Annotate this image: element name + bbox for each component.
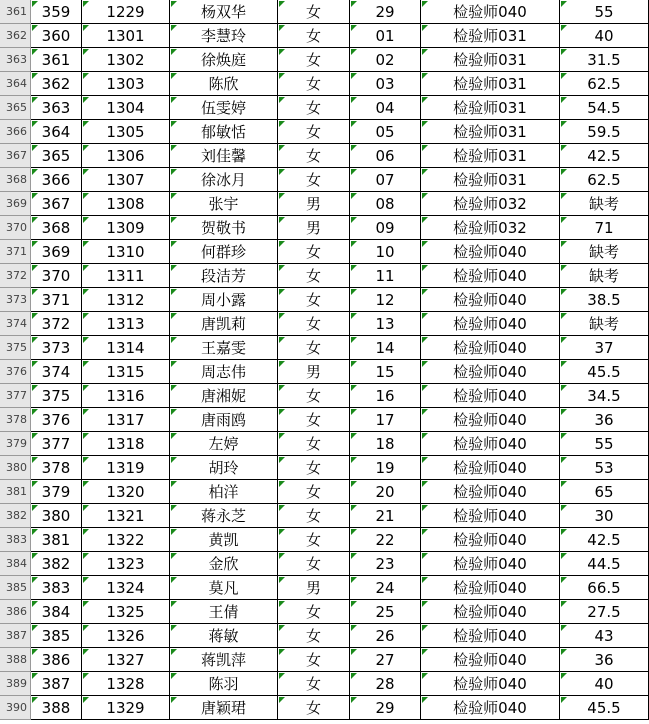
cell-name[interactable]: 蒋凯萍 [170, 648, 278, 672]
cell-gender[interactable]: 女 [278, 312, 350, 336]
cell-gender[interactable]: 男 [278, 360, 350, 384]
cell-exam-id[interactable]: 1317 [82, 408, 170, 432]
table-row [0, 72, 649, 96]
cell-name[interactable]: 伍雯婷 [170, 96, 278, 120]
table-row [0, 96, 649, 120]
cell-index[interactable]: 386 [31, 648, 82, 672]
table-row [0, 0, 649, 24]
cell-name[interactable]: 唐雨鸥 [170, 408, 278, 432]
cell-score[interactable]: 54.5 [560, 96, 649, 120]
cell-exam-id[interactable]: 1312 [82, 288, 170, 312]
cell-gender[interactable]: 男 [278, 216, 350, 240]
cell-seat[interactable]: 26 [350, 624, 421, 648]
cell-index[interactable]: 365 [31, 144, 82, 168]
cell-score[interactable]: 45.5 [560, 696, 649, 720]
cell-exam-id[interactable]: 1301 [82, 24, 170, 48]
cell-gender[interactable]: 女 [278, 552, 350, 576]
cell-room[interactable]: 检验师040 [421, 456, 560, 480]
cell-exam-id[interactable]: 1309 [82, 216, 170, 240]
cell-name[interactable]: 张宇 [170, 192, 278, 216]
row-header[interactable]: 389 [0, 672, 31, 696]
cell-index[interactable]: 383 [31, 576, 82, 600]
cell-room[interactable]: 检验师031 [421, 168, 560, 192]
cell-seat[interactable]: 28 [350, 672, 421, 696]
cell-gender[interactable]: 女 [278, 456, 350, 480]
cell-index[interactable]: 368 [31, 216, 82, 240]
row-header[interactable]: 382 [0, 504, 31, 528]
row-header[interactable]: 363 [0, 48, 31, 72]
cell-index[interactable]: 374 [31, 360, 82, 384]
cell-name[interactable]: 段洁芳 [170, 264, 278, 288]
cell-score[interactable]: 27.5 [560, 600, 649, 624]
cell-score[interactable]: 缺考 [560, 240, 649, 264]
table-row [0, 336, 649, 360]
table-row [0, 120, 649, 144]
cell-gender[interactable]: 女 [278, 648, 350, 672]
cell-exam-id[interactable]: 1319 [82, 456, 170, 480]
row-header[interactable]: 383 [0, 528, 31, 552]
table-row [0, 192, 649, 216]
cell-seat[interactable]: 14 [350, 336, 421, 360]
cell-score[interactable]: 45.5 [560, 360, 649, 384]
table-row [0, 456, 649, 480]
table-row [0, 576, 649, 600]
cell-score[interactable]: 43 [560, 624, 649, 648]
cell-index[interactable]: 387 [31, 672, 82, 696]
cell-index[interactable]: 378 [31, 456, 82, 480]
row-header[interactable]: 369 [0, 192, 31, 216]
cell-room[interactable]: 检验师031 [421, 48, 560, 72]
cell-exam-id[interactable]: 1315 [82, 360, 170, 384]
cell-exam-id[interactable]: 1305 [82, 120, 170, 144]
row-header[interactable]: 365 [0, 96, 31, 120]
cell-room[interactable]: 检验师031 [421, 72, 560, 96]
cell-room[interactable]: 检验师040 [421, 264, 560, 288]
row-header[interactable]: 362 [0, 24, 31, 48]
cell-seat[interactable]: 15 [350, 360, 421, 384]
table-row [0, 24, 649, 48]
cell-seat[interactable]: 04 [350, 96, 421, 120]
table-row [0, 648, 649, 672]
cell-score[interactable]: 65 [560, 480, 649, 504]
cell-room[interactable]: 检验师040 [421, 600, 560, 624]
table-row [0, 360, 649, 384]
cell-gender[interactable]: 女 [278, 240, 350, 264]
cell-score[interactable]: 36 [560, 648, 649, 672]
table-row [0, 48, 649, 72]
cell-room[interactable]: 检验师031 [421, 24, 560, 48]
row-header[interactable]: 370 [0, 216, 31, 240]
cell-room[interactable]: 检验师032 [421, 192, 560, 216]
cell-score[interactable]: 40 [560, 672, 649, 696]
cell-seat[interactable]: 09 [350, 216, 421, 240]
row-header[interactable]: 361 [0, 0, 31, 24]
cell-room[interactable]: 检验师040 [421, 552, 560, 576]
row-header[interactable]: 379 [0, 432, 31, 456]
cell-name[interactable]: 柏洋 [170, 480, 278, 504]
table-row [0, 504, 649, 528]
cell-index[interactable]: 372 [31, 312, 82, 336]
cell-name[interactable]: 郁敏恬 [170, 120, 278, 144]
cell-name[interactable]: 徐焕庭 [170, 48, 278, 72]
cell-gender[interactable]: 女 [278, 96, 350, 120]
row-header[interactable]: 384 [0, 552, 31, 576]
cell-gender[interactable]: 女 [278, 288, 350, 312]
cell-gender[interactable]: 女 [278, 624, 350, 648]
cell-exam-id[interactable]: 1314 [82, 336, 170, 360]
cell-room[interactable]: 检验师031 [421, 96, 560, 120]
row-header[interactable]: 385 [0, 576, 31, 600]
cell-index[interactable]: 380 [31, 504, 82, 528]
cell-name[interactable]: 陈欣 [170, 72, 278, 96]
cell-seat[interactable]: 03 [350, 72, 421, 96]
cell-gender[interactable]: 女 [278, 504, 350, 528]
cell-index[interactable]: 371 [31, 288, 82, 312]
row-header[interactable]: 380 [0, 456, 31, 480]
cell-name[interactable]: 王嘉雯 [170, 336, 278, 360]
cell-room[interactable]: 检验师040 [421, 360, 560, 384]
cell-exam-id[interactable]: 1321 [82, 504, 170, 528]
cell-index[interactable]: 367 [31, 192, 82, 216]
cell-name[interactable]: 唐湘妮 [170, 384, 278, 408]
cell-index[interactable]: 377 [31, 432, 82, 456]
cell-seat[interactable]: 29 [350, 696, 421, 720]
cell-exam-id[interactable]: 1316 [82, 384, 170, 408]
cell-gender[interactable]: 男 [278, 576, 350, 600]
table-row [0, 384, 649, 408]
cell-seat[interactable]: 21 [350, 504, 421, 528]
row-header[interactable]: 366 [0, 120, 31, 144]
cell-exam-id[interactable]: 1329 [82, 696, 170, 720]
cell-exam-id[interactable]: 1307 [82, 168, 170, 192]
cell-seat[interactable]: 01 [350, 24, 421, 48]
cell-exam-id[interactable]: 1326 [82, 624, 170, 648]
cell-seat[interactable]: 27 [350, 648, 421, 672]
cell-score[interactable]: 36 [560, 408, 649, 432]
cell-score[interactable]: 缺考 [560, 264, 649, 288]
table-row [0, 480, 649, 504]
cell-room[interactable]: 检验师040 [421, 0, 560, 24]
cell-room[interactable]: 检验师040 [421, 672, 560, 696]
cell-exam-id[interactable]: 1303 [82, 72, 170, 96]
cell-room[interactable]: 检验师040 [421, 648, 560, 672]
row-header[interactable]: 378 [0, 408, 31, 432]
cell-room[interactable]: 检验师040 [421, 408, 560, 432]
row-header[interactable]: 368 [0, 168, 31, 192]
table-row [0, 240, 649, 264]
cell-seat[interactable]: 19 [350, 456, 421, 480]
cell-room[interactable]: 检验师040 [421, 432, 560, 456]
cell-room[interactable]: 检验师040 [421, 480, 560, 504]
cell-seat[interactable]: 05 [350, 120, 421, 144]
cell-seat[interactable]: 18 [350, 432, 421, 456]
cell-name[interactable]: 周志伟 [170, 360, 278, 384]
cell-exam-id[interactable]: 1327 [82, 648, 170, 672]
cell-name[interactable]: 杨双华 [170, 0, 278, 24]
cell-index[interactable]: 359 [31, 0, 82, 24]
cell-name[interactable]: 黄凯 [170, 528, 278, 552]
row-header[interactable]: 364 [0, 72, 31, 96]
cell-name[interactable]: 蒋永芝 [170, 504, 278, 528]
cell-room[interactable]: 检验师032 [421, 216, 560, 240]
cell-gender[interactable]: 女 [278, 384, 350, 408]
row-header[interactable]: 390 [0, 696, 31, 720]
cell-index[interactable]: 360 [31, 24, 82, 48]
table-row [0, 432, 649, 456]
table-row [0, 168, 649, 192]
table-row [0, 264, 649, 288]
cell-gender[interactable]: 女 [278, 480, 350, 504]
row-header[interactable]: 375 [0, 336, 31, 360]
cell-seat[interactable]: 16 [350, 384, 421, 408]
table-row [0, 288, 649, 312]
cell-room[interactable]: 检验师040 [421, 696, 560, 720]
cell-room[interactable]: 检验师040 [421, 528, 560, 552]
cell-room[interactable]: 检验师031 [421, 120, 560, 144]
cell-score[interactable]: 缺考 [560, 192, 649, 216]
cell-name[interactable]: 蒋敏 [170, 624, 278, 648]
cell-index[interactable]: 364 [31, 120, 82, 144]
cell-score[interactable]: 缺考 [560, 312, 649, 336]
cell-name[interactable]: 周小露 [170, 288, 278, 312]
table-row [0, 408, 649, 432]
cell-gender[interactable]: 女 [278, 600, 350, 624]
cell-index[interactable]: 381 [31, 528, 82, 552]
cell-index[interactable]: 373 [31, 336, 82, 360]
cell-seat[interactable]: 11 [350, 264, 421, 288]
cell-room[interactable]: 检验师040 [421, 384, 560, 408]
cell-score[interactable]: 30 [560, 504, 649, 528]
cell-score[interactable]: 31.5 [560, 48, 649, 72]
cell-score[interactable]: 40 [560, 24, 649, 48]
cell-seat[interactable]: 06 [350, 144, 421, 168]
cell-room[interactable]: 检验师040 [421, 240, 560, 264]
cell-index[interactable]: 362 [31, 72, 82, 96]
cell-index[interactable]: 370 [31, 264, 82, 288]
cell-gender[interactable]: 女 [278, 120, 350, 144]
cell-gender[interactable]: 女 [278, 432, 350, 456]
cell-gender[interactable]: 女 [278, 144, 350, 168]
cell-score[interactable]: 71 [560, 216, 649, 240]
cell-name[interactable]: 金欣 [170, 552, 278, 576]
table-row [0, 672, 649, 696]
cell-exam-id[interactable]: 1323 [82, 552, 170, 576]
row-header[interactable]: 376 [0, 360, 31, 384]
cell-gender[interactable]: 女 [278, 0, 350, 24]
cell-score[interactable]: 62.5 [560, 72, 649, 96]
cell-exam-id[interactable]: 1318 [82, 432, 170, 456]
cell-score[interactable]: 42.5 [560, 528, 649, 552]
cell-score[interactable]: 37 [560, 336, 649, 360]
cell-score[interactable]: 59.5 [560, 120, 649, 144]
cell-index[interactable]: 369 [31, 240, 82, 264]
cell-name[interactable]: 莫凡 [170, 576, 278, 600]
cell-seat[interactable]: 20 [350, 480, 421, 504]
row-header[interactable]: 377 [0, 384, 31, 408]
cell-score[interactable]: 53 [560, 456, 649, 480]
cell-exam-id[interactable]: 1229 [82, 0, 170, 24]
cell-exam-id[interactable]: 1320 [82, 480, 170, 504]
cell-exam-id[interactable]: 1313 [82, 312, 170, 336]
cell-name[interactable]: 刘佳馨 [170, 144, 278, 168]
cell-name[interactable]: 胡玲 [170, 456, 278, 480]
cell-exam-id[interactable]: 1306 [82, 144, 170, 168]
cell-index[interactable]: 379 [31, 480, 82, 504]
cell-index[interactable]: 384 [31, 600, 82, 624]
cell-score[interactable]: 55 [560, 0, 649, 24]
row-header[interactable]: 387 [0, 624, 31, 648]
cell-seat[interactable]: 24 [350, 576, 421, 600]
cell-name[interactable]: 唐颖珺 [170, 696, 278, 720]
table-row [0, 600, 649, 624]
table-row [0, 216, 649, 240]
cell-exam-id[interactable]: 1310 [82, 240, 170, 264]
cell-index[interactable]: 375 [31, 384, 82, 408]
cell-index[interactable]: 382 [31, 552, 82, 576]
cell-seat[interactable]: 17 [350, 408, 421, 432]
cell-room[interactable]: 检验师031 [421, 144, 560, 168]
cell-score[interactable]: 62.5 [560, 168, 649, 192]
cell-seat[interactable]: 02 [350, 48, 421, 72]
cell-gender[interactable]: 女 [278, 72, 350, 96]
cell-name[interactable]: 何群珍 [170, 240, 278, 264]
cell-score[interactable]: 34.5 [560, 384, 649, 408]
cell-name[interactable]: 左婷 [170, 432, 278, 456]
cell-room[interactable]: 检验师040 [421, 312, 560, 336]
row-header[interactable]: 388 [0, 648, 31, 672]
cell-room[interactable]: 检验师040 [421, 624, 560, 648]
cell-exam-id[interactable]: 1302 [82, 48, 170, 72]
table-row [0, 624, 649, 648]
row-header[interactable]: 367 [0, 144, 31, 168]
cell-index[interactable]: 363 [31, 96, 82, 120]
cell-gender[interactable]: 男 [278, 192, 350, 216]
row-header[interactable]: 374 [0, 312, 31, 336]
cell-seat[interactable]: 07 [350, 168, 421, 192]
cell-index[interactable]: 388 [31, 696, 82, 720]
cell-index[interactable]: 361 [31, 48, 82, 72]
cell-score[interactable]: 66.5 [560, 576, 649, 600]
cell-index[interactable]: 385 [31, 624, 82, 648]
cell-gender[interactable]: 女 [278, 48, 350, 72]
cell-room[interactable]: 检验师040 [421, 288, 560, 312]
cell-index[interactable]: 376 [31, 408, 82, 432]
cell-seat[interactable]: 23 [350, 552, 421, 576]
cell-name[interactable]: 王倩 [170, 600, 278, 624]
cell-gender[interactable]: 女 [278, 336, 350, 360]
cell-name[interactable]: 李慧玲 [170, 24, 278, 48]
table-row [0, 144, 649, 168]
cell-name[interactable]: 徐冰月 [170, 168, 278, 192]
cell-seat[interactable]: 08 [350, 192, 421, 216]
row-header[interactable]: 372 [0, 264, 31, 288]
table-row [0, 696, 649, 720]
table-row [0, 312, 649, 336]
cell-exam-id[interactable]: 1328 [82, 672, 170, 696]
table-row [0, 552, 649, 576]
row-header[interactable]: 373 [0, 288, 31, 312]
cell-score[interactable]: 55 [560, 432, 649, 456]
table-row [0, 528, 649, 552]
row-header[interactable]: 386 [0, 600, 31, 624]
cell-exam-id[interactable]: 1308 [82, 192, 170, 216]
cell-seat[interactable]: 10 [350, 240, 421, 264]
cell-score[interactable]: 38.5 [560, 288, 649, 312]
row-header[interactable]: 371 [0, 240, 31, 264]
cell-seat[interactable]: 29 [350, 0, 421, 24]
cell-name[interactable]: 陈羽 [170, 672, 278, 696]
cell-gender[interactable]: 女 [278, 24, 350, 48]
cell-exam-id[interactable]: 1324 [82, 576, 170, 600]
cell-seat[interactable]: 22 [350, 528, 421, 552]
cell-gender[interactable]: 女 [278, 672, 350, 696]
cell-index[interactable]: 366 [31, 168, 82, 192]
cell-gender[interactable]: 女 [278, 264, 350, 288]
cell-room[interactable]: 检验师040 [421, 576, 560, 600]
cell-name[interactable]: 贺敬书 [170, 216, 278, 240]
cell-gender[interactable]: 女 [278, 696, 350, 720]
cell-score[interactable]: 44.5 [560, 552, 649, 576]
cell-seat[interactable]: 25 [350, 600, 421, 624]
cell-exam-id[interactable]: 1322 [82, 528, 170, 552]
cell-exam-id[interactable]: 1311 [82, 264, 170, 288]
cell-seat[interactable]: 12 [350, 288, 421, 312]
cell-gender[interactable]: 女 [278, 168, 350, 192]
cell-exam-id[interactable]: 1325 [82, 600, 170, 624]
cell-gender[interactable]: 女 [278, 408, 350, 432]
cell-gender[interactable]: 女 [278, 528, 350, 552]
cell-room[interactable]: 检验师040 [421, 504, 560, 528]
cell-seat[interactable]: 13 [350, 312, 421, 336]
cell-name[interactable]: 唐凯莉 [170, 312, 278, 336]
cell-score[interactable]: 42.5 [560, 144, 649, 168]
row-header[interactable]: 381 [0, 480, 31, 504]
cell-room[interactable]: 检验师040 [421, 336, 560, 360]
cell-exam-id[interactable]: 1304 [82, 96, 170, 120]
